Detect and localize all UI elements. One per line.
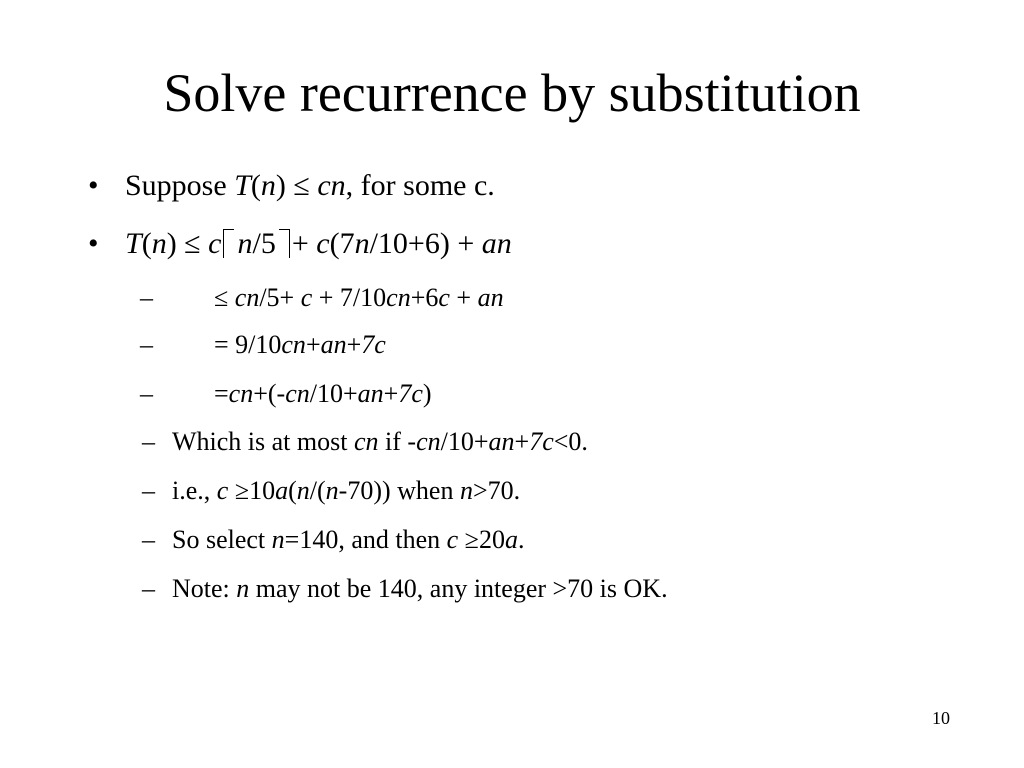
sub-item-text: =cn+(-cn/10+an+7c) [214, 379, 432, 408]
bullet-marker: • [88, 169, 99, 202]
bullet-text: Suppose T(n) ≤ cn, for some c. [125, 169, 495, 202]
sub-item-text: Which is at most cn if -cn/10+an+7c<0. [172, 427, 588, 456]
sub-item-marker: – [142, 574, 155, 603]
sub-item-text: i.e., c ≥10a(n/(n-70)) when n>70. [172, 476, 521, 505]
ceiling-right-bracket [279, 229, 290, 258]
slide-title: Solve recurrence by substitution [163, 63, 861, 123]
sub-item-marker: – [140, 379, 153, 408]
bullet-marker: • [88, 227, 99, 260]
sub-item-text: = 9/10cn+an+7c [214, 330, 386, 359]
sub-item-marker: – [140, 283, 153, 312]
sub-item-marker: – [142, 525, 155, 554]
sub-item-text: ≤ cn/5+ c + 7/10cn+6c + an [214, 283, 504, 312]
sub-item-marker: – [140, 330, 153, 359]
ceiling-left-bracket [223, 229, 234, 258]
sub-item-text: So select n=140, and then c ≥20a. [172, 525, 525, 554]
sub-item-marker: – [142, 427, 155, 456]
page-number: 10 [932, 708, 950, 728]
sub-item-marker: – [142, 476, 155, 505]
bullet-text: T(n) ≤ c n/5 + c(7n/10+6) + an [125, 227, 512, 260]
sub-item-text: Note: n may not be 140, any integer >70 is OK. [172, 574, 668, 603]
